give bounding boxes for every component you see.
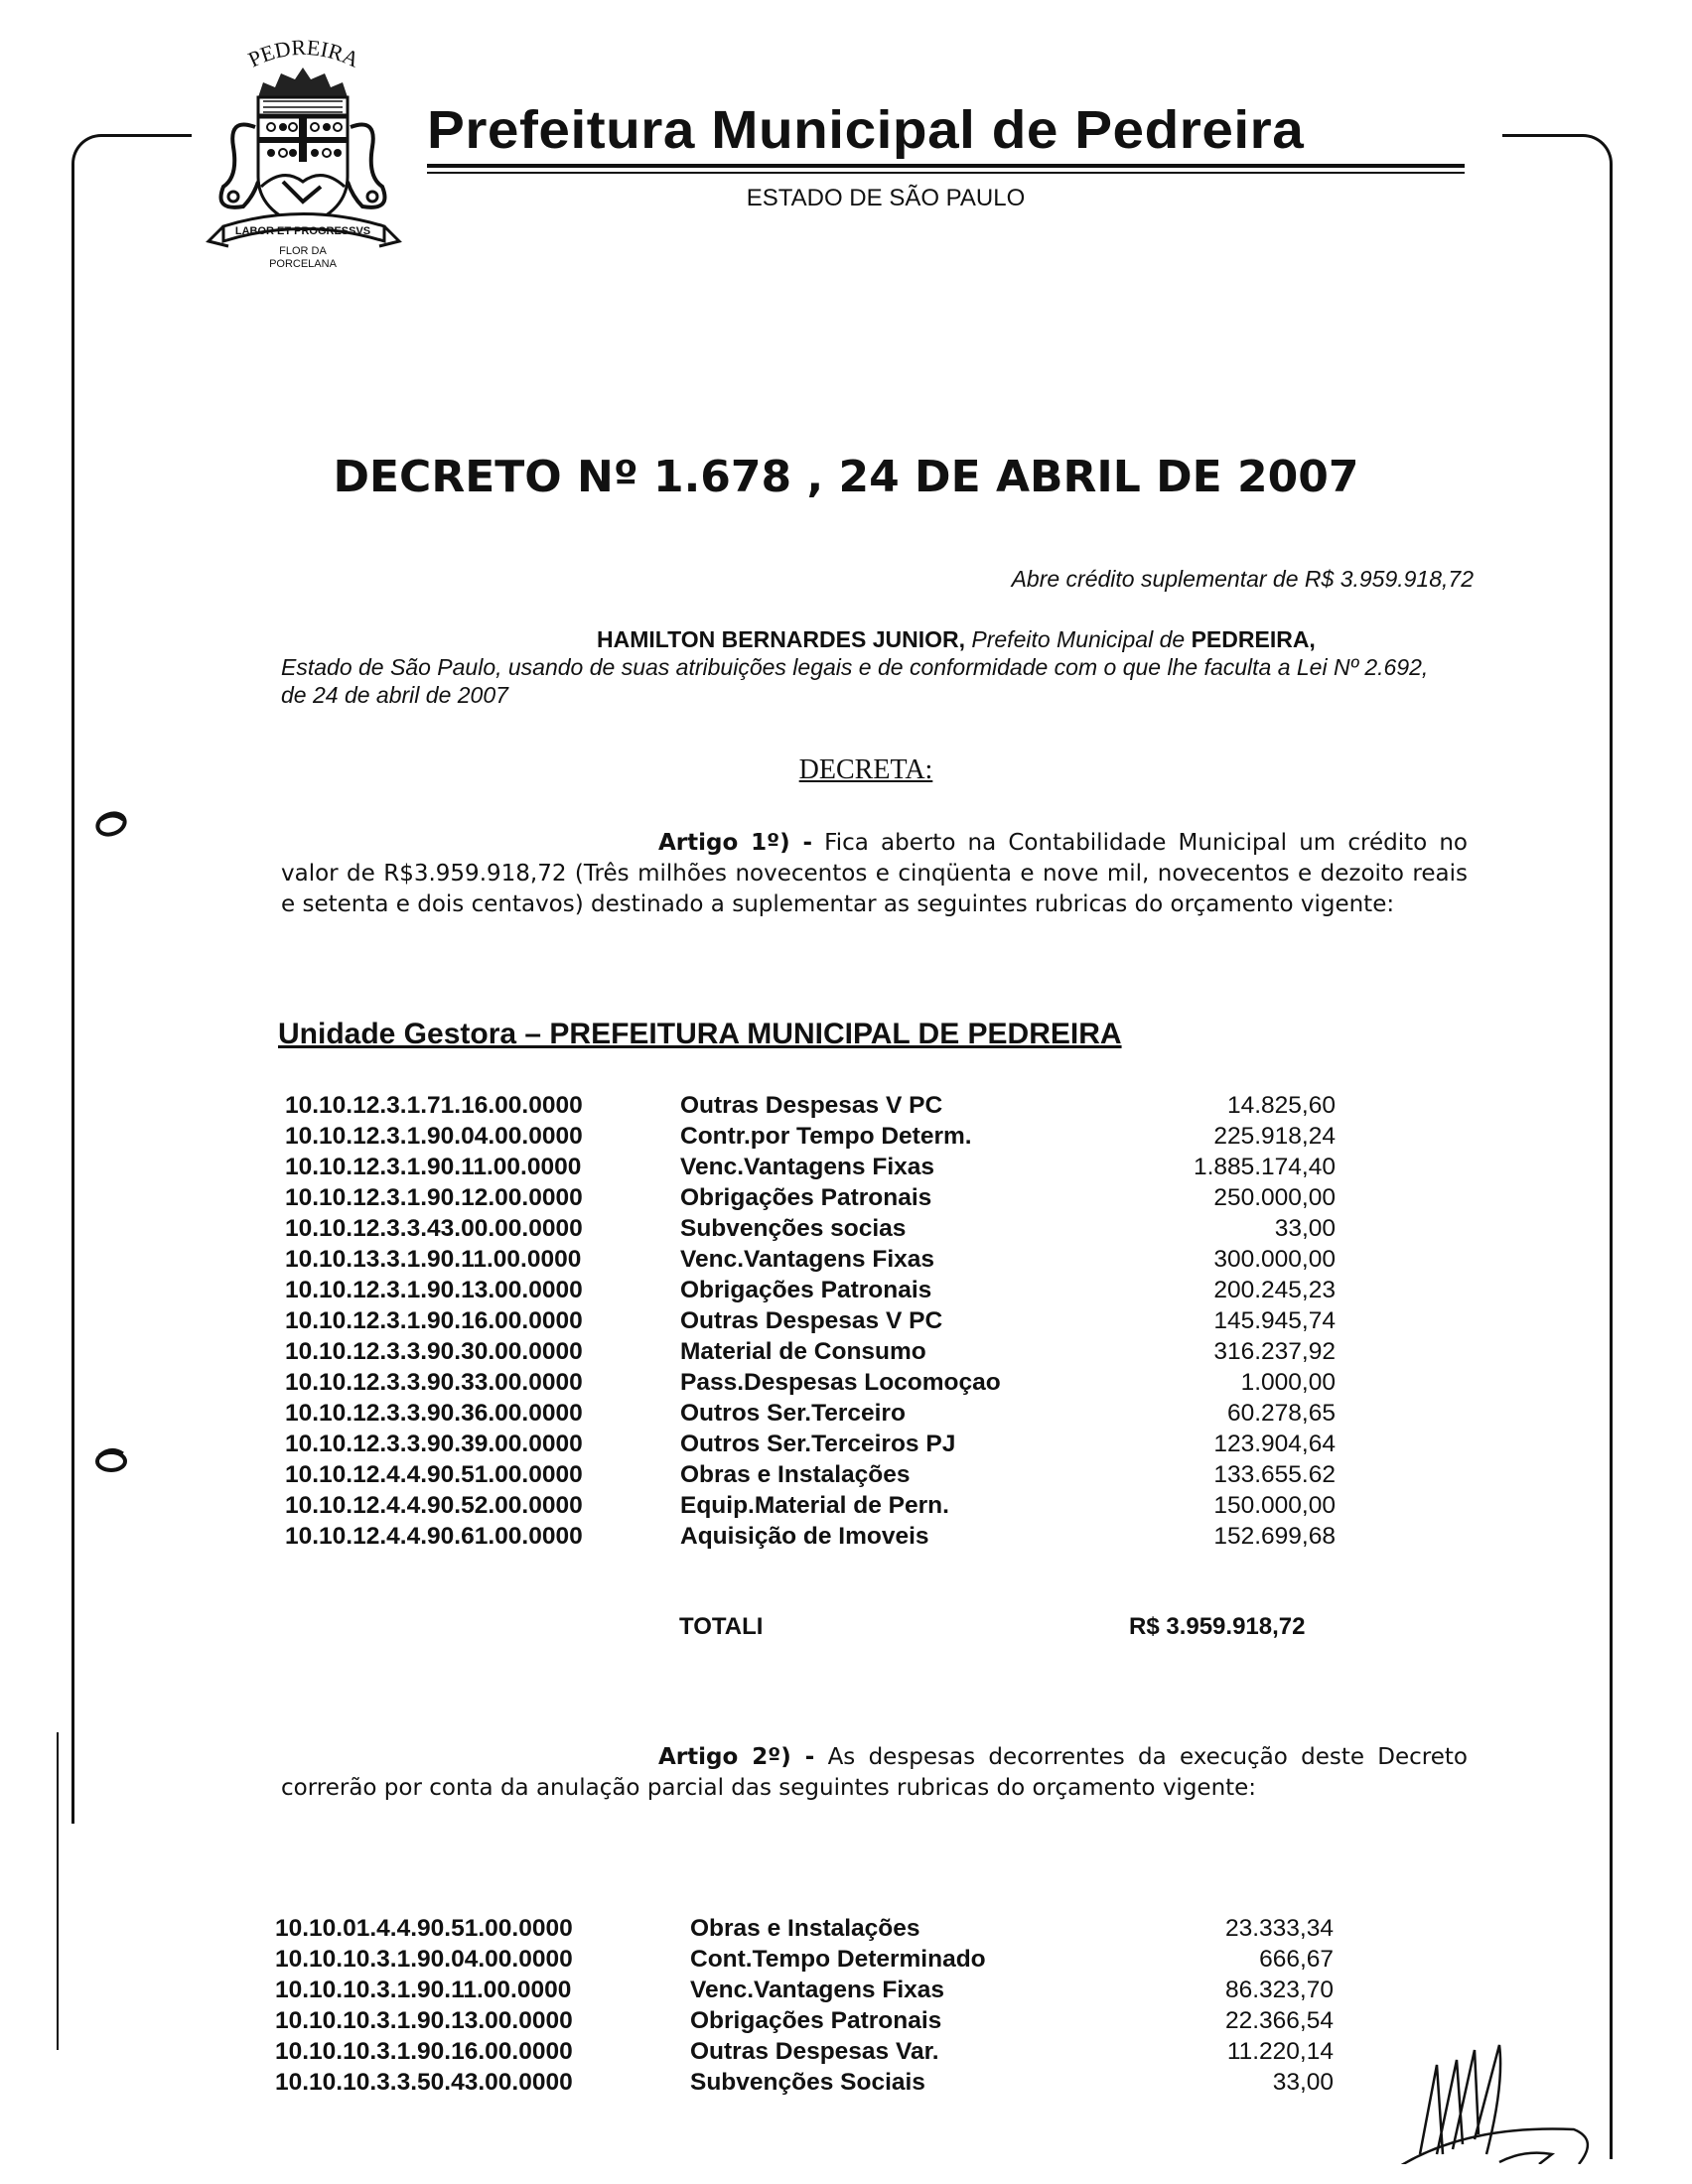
budget-code: 10.10.10.3.1.90.16.00.0000 bbox=[275, 2038, 573, 2065]
letterhead-rule-thin bbox=[427, 172, 1465, 174]
budget-code: 10.10.12.3.1.90.12.00.0000 bbox=[285, 1184, 583, 1211]
budget-description: Outros Ser.Terceiro bbox=[680, 1400, 906, 1427]
budget-value: 145.945,74 bbox=[1213, 1307, 1336, 1334]
table-row bbox=[285, 1431, 1336, 1461]
supplement-table bbox=[285, 1092, 1336, 1554]
table-row bbox=[275, 2069, 1334, 2100]
budget-value: 123.904,64 bbox=[1213, 1431, 1336, 1457]
budget-description: Obrigações Patronais bbox=[680, 1277, 932, 1303]
budget-description: Obras e Instalações bbox=[690, 1915, 920, 1942]
scan-edge-line bbox=[57, 1732, 59, 2050]
crest-caption-line1: FLOR DA bbox=[279, 245, 327, 257]
budget-description: Aquisição de Imoveis bbox=[680, 1523, 929, 1550]
budget-description: Cont.Tempo Determinado bbox=[690, 1946, 986, 1973]
frame-left-border bbox=[71, 199, 74, 1824]
handwritten-signature bbox=[1375, 2025, 1614, 2164]
budget-description: Outras Despesas Var. bbox=[690, 2038, 939, 2065]
table-row bbox=[285, 1523, 1336, 1554]
table-row bbox=[285, 1461, 1336, 1492]
budget-code: 10.10.12.3.3.90.39.00.0000 bbox=[285, 1431, 583, 1457]
city-name: PEDREIRA, bbox=[1191, 626, 1316, 652]
budget-code: 10.10.10.3.1.90.04.00.0000 bbox=[275, 1946, 573, 1973]
budget-description: Outros Ser.Terceiros PJ bbox=[680, 1431, 956, 1457]
budget-value: 316.237,92 bbox=[1213, 1338, 1336, 1365]
table-row bbox=[285, 1184, 1336, 1215]
budget-code: 10.10.12.3.3.43.00.00.0000 bbox=[285, 1215, 583, 1242]
coat-of-arms-logo bbox=[204, 38, 402, 271]
decreta-heading: DECRETA: bbox=[798, 754, 933, 785]
table-row bbox=[275, 1915, 1334, 1946]
budget-value: 200.245,23 bbox=[1213, 1277, 1336, 1303]
table-row bbox=[275, 2007, 1334, 2038]
budget-value: 23.333,34 bbox=[1225, 1915, 1334, 1942]
table-row bbox=[285, 1246, 1336, 1277]
table-row bbox=[285, 1092, 1336, 1123]
article-1-label: Artigo 1º) - bbox=[658, 830, 813, 856]
budget-value: 60.278,65 bbox=[1227, 1400, 1336, 1427]
budget-code: 10.10.12.3.1.90.04.00.0000 bbox=[285, 1123, 583, 1150]
budget-value: 225.918,24 bbox=[1213, 1123, 1336, 1150]
budget-code: 10.10.10.3.1.90.11.00.0000 bbox=[275, 1977, 572, 2003]
margin-initial-mark bbox=[91, 1441, 131, 1471]
margin-initial-mark bbox=[91, 806, 131, 836]
mayor-name: HAMILTON BERNARDES JUNIOR, bbox=[597, 626, 965, 652]
budget-code: 10.10.13.3.1.90.11.00.0000 bbox=[285, 1246, 582, 1273]
budget-description: Obrigações Patronais bbox=[690, 2007, 942, 2034]
budget-code: 10.10.12.3.1.71.16.00.0000 bbox=[285, 1092, 583, 1119]
budget-code: 10.10.12.3.3.90.30.00.0000 bbox=[285, 1338, 583, 1365]
table-row bbox=[285, 1307, 1336, 1338]
budget-code: 10.10.10.3.1.90.13.00.0000 bbox=[275, 2007, 573, 2034]
table-row bbox=[275, 1977, 1334, 2007]
budget-value: 22.366,54 bbox=[1225, 2007, 1334, 2034]
budget-description: Material de Consumo bbox=[680, 1338, 926, 1365]
budget-code: 10.10.01.4.4.90.51.00.0000 bbox=[275, 1915, 573, 1942]
crest-top-text: PEDREIRA bbox=[243, 38, 363, 72]
budget-description: Venc.Vantagens Fixas bbox=[690, 1977, 945, 2003]
budget-description: Contr.por Tempo Determ. bbox=[680, 1123, 972, 1150]
table-row bbox=[285, 1400, 1336, 1431]
article-1-text: Fica aberto na Contabilidade Municipal um crédito no valor de R$3.959.918,72 (Três milhões novecentos e cinqüenta e nove mil, novecentos e dezoito reais e setenta e dois centavos) destinado a suplementar as seguintes rubricas do orçamento vigente: bbox=[281, 830, 1468, 917]
budget-value: 666,67 bbox=[1259, 1946, 1334, 1973]
budget-description: Subvenções socias bbox=[680, 1215, 907, 1242]
budget-description: Equip.Material de Pern. bbox=[680, 1492, 949, 1519]
table-row bbox=[285, 1277, 1336, 1307]
budget-value: 1.885.174,40 bbox=[1193, 1154, 1336, 1180]
budget-code: 10.10.12.3.1.90.16.00.0000 bbox=[285, 1307, 583, 1334]
budget-code: 10.10.12.4.4.90.61.00.0000 bbox=[285, 1523, 583, 1550]
budget-code: 10.10.12.3.3.90.36.00.0000 bbox=[285, 1400, 583, 1427]
table-row bbox=[285, 1154, 1336, 1184]
intro-paragraph bbox=[281, 625, 1473, 709]
table-row bbox=[275, 1946, 1334, 1977]
table-row bbox=[285, 1369, 1336, 1400]
table-row bbox=[285, 1492, 1336, 1523]
letterhead-rule bbox=[427, 164, 1465, 168]
budget-code: 10.10.12.4.4.90.52.00.0000 bbox=[285, 1492, 583, 1519]
total-label: TOTALI bbox=[679, 1613, 764, 1640]
letterhead-title: Prefeitura Municipal de Pedreira bbox=[427, 100, 1305, 160]
article-1 bbox=[281, 828, 1468, 920]
article-2-text: As despesas decorrentes da execução deste Decreto correrão por conta da anulação parcial das seguintes rubricas do orçamento vigente: bbox=[281, 1744, 1469, 1801]
budget-description: Venc.Vantagens Fixas bbox=[680, 1246, 935, 1273]
crest-motto: LABOR ET PROGRESSVS bbox=[234, 225, 371, 237]
budget-value: 86.323,70 bbox=[1225, 1977, 1334, 2003]
budget-value: 133.655.62 bbox=[1213, 1461, 1336, 1488]
budget-description: Venc.Vantagens Fixas bbox=[680, 1154, 935, 1180]
budget-value: 250.000,00 bbox=[1213, 1184, 1336, 1211]
decree-title: DECRETO Nº 1.678 , 24 DE ABRIL DE 2007 bbox=[333, 452, 1359, 502]
budget-value: 300.000,00 bbox=[1213, 1246, 1336, 1273]
budget-value: 33,00 bbox=[1272, 2069, 1334, 2096]
budget-value: 1.000,00 bbox=[1240, 1369, 1336, 1396]
budget-value: 14.825,60 bbox=[1227, 1092, 1336, 1119]
budget-description: Subvenções Sociais bbox=[690, 2069, 925, 2096]
table-row bbox=[285, 1123, 1336, 1154]
budget-description: Pass.Despesas Locomoçao bbox=[680, 1369, 1001, 1396]
article-2 bbox=[281, 1742, 1468, 1804]
budget-value: 11.220,14 bbox=[1226, 2038, 1334, 2065]
mayor-role: Prefeito Municipal de bbox=[971, 626, 1186, 652]
decree-summary: Abre crédito suplementar de R$ 3.959.918,72 bbox=[1011, 566, 1474, 592]
budget-description: Obrigações Patronais bbox=[680, 1184, 932, 1211]
unit-heading: Unidade Gestora – PREFEITURA MUNICIPAL DE PEDREIRA bbox=[278, 1018, 1122, 1050]
budget-description: Obras e Instalações bbox=[680, 1461, 911, 1488]
budget-code: 10.10.12.3.3.90.33.00.0000 bbox=[285, 1369, 583, 1396]
budget-description: Outras Despesas V PC bbox=[680, 1307, 943, 1334]
budget-description: Outras Despesas V PC bbox=[680, 1092, 943, 1119]
article-2-label: Artigo 2º) - bbox=[658, 1744, 815, 1770]
budget-code: 10.10.12.4.4.90.51.00.0000 bbox=[285, 1461, 583, 1488]
table-row bbox=[285, 1215, 1336, 1246]
letterhead-state: ESTADO DE SÃO PAULO bbox=[746, 185, 1026, 211]
budget-code: 10.10.12.3.1.90.11.00.0000 bbox=[285, 1154, 582, 1180]
crest-caption-line2: PORCELANA bbox=[269, 258, 337, 270]
total-value: R$ 3.959.918,72 bbox=[1129, 1613, 1306, 1640]
budget-code: 10.10.12.3.1.90.13.00.0000 bbox=[285, 1277, 583, 1303]
budget-code: 10.10.10.3.3.50.43.00.0000 bbox=[275, 2069, 573, 2096]
table-row bbox=[275, 2038, 1334, 2069]
budget-value: 150.000,00 bbox=[1213, 1492, 1336, 1519]
intro-text: Estado de São Paulo, usando de suas atribuições legais e de conformidade com o que lhe faculta a Lei Nº 2.692, de 24 de abril de 2007 bbox=[281, 654, 1429, 708]
budget-value: 152.699,68 bbox=[1213, 1523, 1336, 1550]
annulment-table bbox=[275, 1915, 1334, 2100]
budget-value: 33,00 bbox=[1274, 1215, 1336, 1242]
table-row bbox=[285, 1338, 1336, 1369]
